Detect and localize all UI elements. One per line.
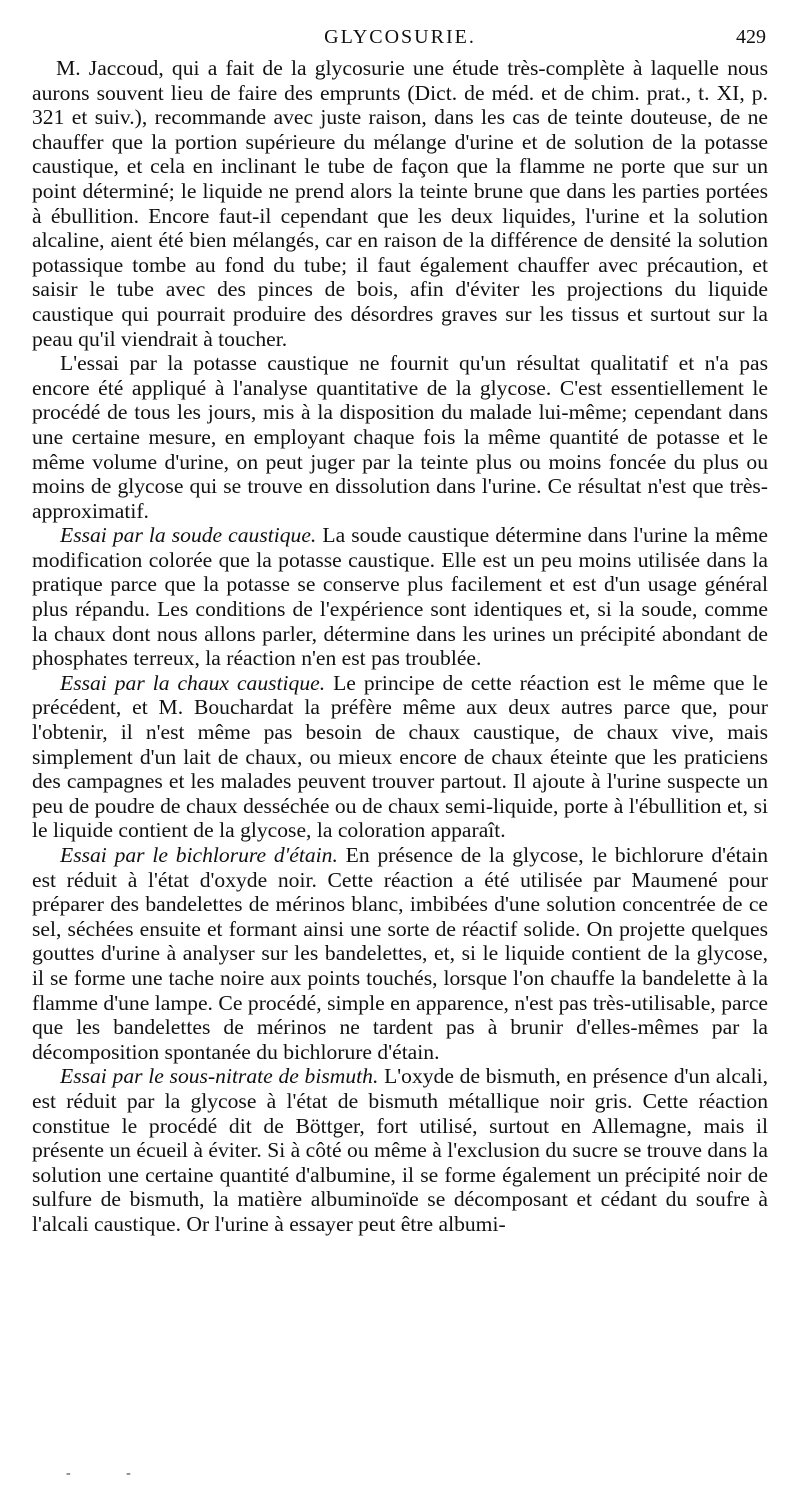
- book-page: [32, 26, 768, 1237]
- paragraph-soude-caustique: [32, 523, 768, 671]
- paragraph-potasse-qualitatif: [32, 351, 768, 523]
- paragraph-bichlorure-etain: [32, 843, 768, 1064]
- paragraph-text: En présence de la glycose, le bichlorure d'étain est réduit à l'état d'oxyde noir. Cette réaction a été utilisée par Maumené pour préparer des bandelettes de mérinos blanc, imbibées d'une solution concentrée de ce sel, séchées ensuite et formant ainsi une sorte de réactif solide. On projette quelques gouttes d'urine à analyser sur les bandelettes, et, si le liquide contient de la glycose, il se forme une tache noire aux points touchés, lorsque l'on chauffe la bandelette à la flamme d'une lampe. Ce procédé, simple en apparence, n'est pas très-utilisable, parce que les bandelettes de mérinos ne tardent pas à brunir d'elles-mêmes par la décomposition spontanée du bichlorure d'étain.: [32, 843, 768, 1064]
- paragraph-sous-nitrate-bismuth: [32, 1064, 768, 1236]
- section-lead: Essai par le sous-nitrate de bismuth.: [60, 1064, 379, 1089]
- page-number: 429: [736, 26, 766, 48]
- paragraph-jaccoud: [32, 56, 768, 351]
- body-text: [32, 56, 768, 1237]
- section-lead: Essai par la chaux caustique.: [60, 670, 326, 695]
- footer-marks: - -: [66, 1466, 157, 1481]
- paragraph-text: L'oxyde de bismuth, en présence d'un alcali, est réduit par la glycose à l'état de bismuth métallique noir gris. Cette réaction constitue le procédé dit de Böttger, fort utilisé, surtout en Allemagne, mais il présente un écueil à éviter. Si à côté ou même à l'exclusion du sucre se trouve dans la solution une certaine quantité d'albumine, il se forme également un précipité noir de sulfure de bismuth, la matière albuminoïde se décomposant et cédant du soufre à l'alcali caustique. Or l'urine à essayer peut être albumi-: [32, 1064, 768, 1236]
- paragraph-text: La soude caustique détermine dans l'urine la même modification colorée que la potasse caustique. Elle est un peu moins utilisée dans la pratique parce que la potasse se conserve plus facilement et est d'un usage général plus répandu. Les conditions de l'expérience sont identiques et, si la soude, comme la chaux dont nous allons parler, détermine dans les urines un précipité abondant de phosphates terreux, la réaction n'en est pas troublée.: [32, 523, 768, 671]
- paragraph-text: Le principe de cette réaction est le même que le précédent, et M. Bouchardat la préfère même aux deux autres parce que, pour l'obtenir, il n'est même pas besoin de chaux caustique, de chaux vive, mais simplement d'un lait de chaux, ou mieux encore de chaux éteinte que les praticiens des campagnes et les malades peuvent trouver partout. Il ajoute à l'urine suspecte un peu de poudre de chaux desséchée ou de chaux semi-liquide, porte à l'ébullition et, si le liquide contient de la glycose, la coloration apparaît.: [32, 670, 769, 843]
- paragraph-text: L'essai par la potasse caustique ne fournit qu'un résultat qualitatif et n'a pas encore été appliqué à l'analyse quantitative de la glycose. C'est essentiellement le procédé de tous les jours, mis à la disposition du malade lui-même; cependant dans une certaine mesure, en employant chaque fois la même quantité de potasse et le même volume d'urine, on peut juger par la teinte plus ou moins foncée du plus ou moins de glycose qui se trouve en dissolution dans l'urine. Ce résultat n'est que très-approximatif.: [32, 351, 768, 523]
- paragraph-text: M. Jaccoud, qui a fait de la glycosurie une étude très-complète à laquelle nous aurons souvent lieu de faire des emprunts (Dict. de méd. et de chim. prat., t. XI, p. 321 et suiv.), recommande avec juste raison, dans les cas de teinte douteuse, de ne chauffer que la portion supérieure du mélange d'urine et de solution de la potasse caustique, et cela en inclinant le tube de façon que la flamme ne porte que sur un point déterminé; le liquide ne prend alors la teinte brune que dans les parties portées à ébullition. Encore faut-il cependant que les deux liquides, l'urine et la solution alcaline, aient été bien mélangés, car en raison de la différence de densité la solution potassique tombe au fond du tube; il faut également chauffer avec précaution, et saisir le tube avec des pinces de bois, afin d'éviter les projections du liquide caustique qui pourrait produire des désordres graves sur les tissus et surtout sur la peau qu'il viendrait à toucher.: [32, 56, 768, 351]
- section-lead: Essai par la soude caustique.: [60, 523, 317, 548]
- paragraph-chaux-caustique: [32, 671, 768, 843]
- running-title: GLYCOSURIE.: [324, 26, 476, 48]
- running-head: [32, 26, 768, 56]
- section-lead: Essai par le bichlorure d'étain.: [60, 843, 338, 867]
